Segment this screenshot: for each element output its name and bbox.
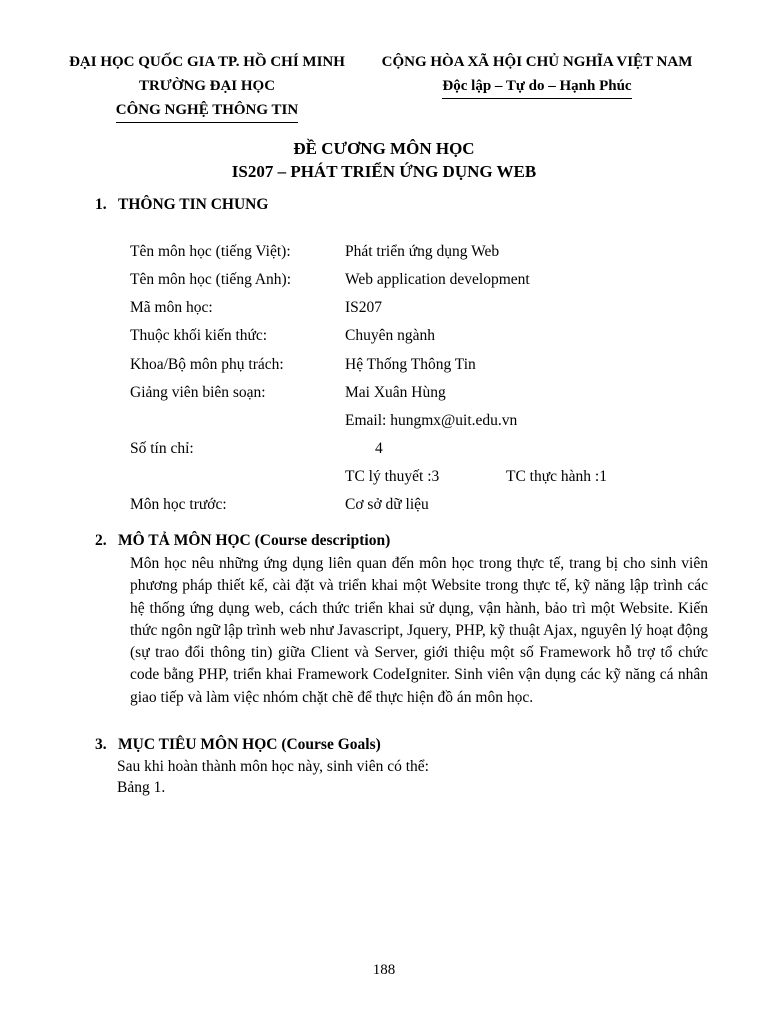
- course-description: Môn học nêu những ứng dụng liên quan đến môn học trong thực tế, trang bị cho sinh viên phương pháp thiết kế, cài đặt và triển khai một Website trong thực tế, kỹ năng lập trình các hệ thống ứng dụng web, cách thức triển khai sử dụng, vận hành, bảo trì một Website. Kiến thức ngôn ngữ lập trình web như Javascript, Jquery, PHP, kỹ thuật Ajax, nguyên lý hoạt động (sự trao đổi thông tin) giữa Client và Server, giới thiệu một số Framework hỗ trợ tổ chức code bằng PHP, triển khai Framework CodeIgniter. Sinh viên vận dụng các kỹ năng cá nhân giao tiếp và làm việc nhóm chặt chẽ để thực hiện đồ án môn học.: [130, 555, 708, 706]
- course-title: IS207 – PHÁT TRIỂN ỨNG DỤNG WEB: [231, 162, 537, 181]
- page-number: 188: [372, 962, 396, 978]
- info-label: Giảng viên biên soạn:: [130, 384, 266, 401]
- section2-number: 2.: [95, 532, 107, 549]
- section3-number: 3.: [95, 736, 107, 753]
- section1-heading: [95, 196, 268, 214]
- info-label: Khoa/Bộ môn phụ trách:: [130, 356, 284, 373]
- info-value: IS207: [345, 299, 383, 316]
- header-right: [370, 50, 704, 99]
- info-value: Web application development: [345, 271, 530, 288]
- university-name: ĐẠI HỌC QUỐC GIA TP. HỒ CHÍ MINH: [69, 54, 345, 70]
- credits-value: 4: [375, 440, 383, 457]
- section1-number: 1.: [95, 196, 107, 213]
- country-name: CỘNG HÒA XÃ HỘI CHỦ NGHĨA VIỆT NAM: [381, 54, 693, 70]
- section3-title: MỤC TIÊU MÔN HỌC (Course Goals): [118, 736, 381, 753]
- school-name-line1: TRƯỜNG ĐẠI HỌC: [138, 78, 276, 94]
- doc-title: ĐỀ CƯƠNG MÔN HỌC: [293, 139, 475, 158]
- prereq-value: Cơ sở dữ liệu: [345, 496, 429, 513]
- info-value: Phát triển ứng dụng Web: [345, 243, 500, 260]
- section2-title: MÔ TẢ MÔN HỌC (Course description): [118, 532, 391, 549]
- national-motto: Độc lập – Tự do – Hạnh Phúc: [442, 74, 631, 99]
- theory-credits: TC lý thuyết :3: [345, 468, 440, 485]
- table-reference: Bảng 1.: [117, 779, 166, 796]
- school-name-line2: CÔNG NGHỆ THÔNG TIN: [116, 98, 298, 123]
- info-label: Thuộc khối kiến thức:: [130, 327, 268, 344]
- goals-intro: Sau khi hoàn thành môn học này, sinh viên có thể:: [117, 758, 429, 775]
- info-value: Hệ Thống Thông Tin: [345, 356, 476, 373]
- header-left: [66, 50, 348, 123]
- lecturer-email: Email: hungmx@uit.edu.vn: [345, 412, 518, 429]
- credits-label: Số tín chỉ:: [130, 440, 194, 457]
- info-label: Tên môn học (tiếng Việt):: [130, 243, 291, 260]
- section3-heading: [95, 736, 381, 754]
- practice-credits: TC thực hành :1: [506, 468, 607, 485]
- prereq-label: Môn học trước:: [130, 496, 227, 513]
- section2-heading: [95, 532, 390, 550]
- info-value: Chuyên ngành: [345, 327, 435, 344]
- info-label: Mã môn học:: [130, 299, 213, 316]
- info-label: Tên môn học (tiếng Anh):: [130, 271, 291, 288]
- info-value: Mai Xuân Hùng: [345, 384, 446, 401]
- section1-title: THÔNG TIN CHUNG: [118, 196, 269, 213]
